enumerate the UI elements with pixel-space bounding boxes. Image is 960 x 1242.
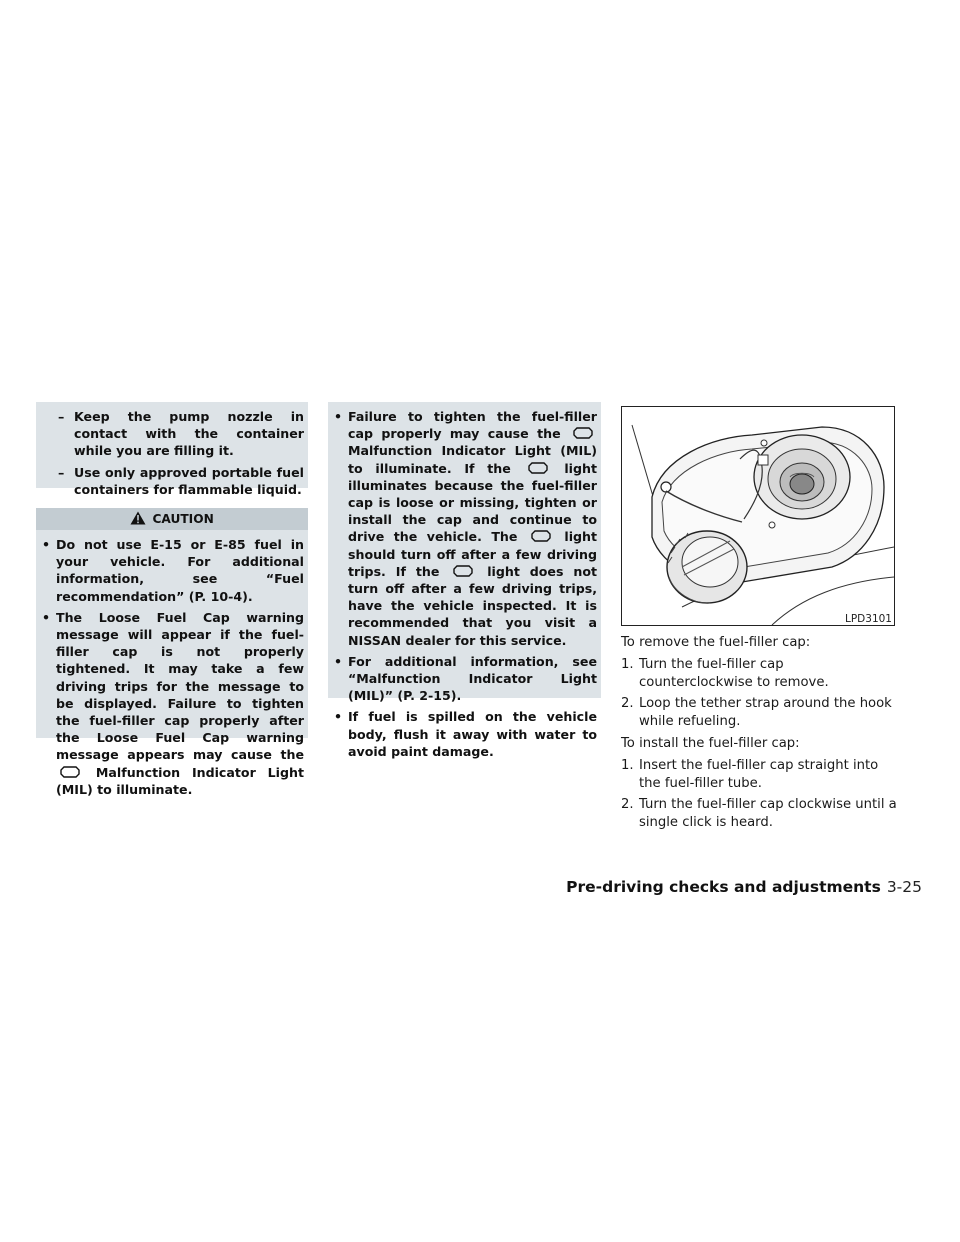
dash-item-text: Use only approved portable fuel containers for flammable liquid. (74, 464, 304, 497)
figure-label: LPD3101 (845, 613, 892, 625)
caution-header (36, 508, 308, 530)
caution-bullet-text-cont: Malfunction Indicator Light (MIL) to illuminate. If the (348, 443, 597, 476)
step-text: Turn the fuel-filler cap counterclockwise to remove. (639, 656, 829, 690)
section-title: Pre-driving checks and adjustments (566, 878, 881, 896)
caution-bullet-text-cont: light does not turn off after a few driving trips, have the vehicle inspected. It is recommended that you visit a NISSAN dealer for this service. (348, 563, 598, 648)
malfunction-indicator-icon (571, 427, 595, 439)
bullet-marker: • (334, 409, 343, 424)
caution-bullet (328, 408, 597, 649)
remove-step (621, 656, 897, 692)
fuel-filler-illustration (622, 407, 894, 625)
dash-item (36, 408, 304, 460)
malfunction-indicator-icon (526, 462, 550, 474)
caution-title (36, 510, 308, 528)
dash-marker: – (58, 464, 65, 480)
step-text: Loop the tether strap around the hook while refueling. (639, 696, 892, 730)
dash-item (36, 464, 304, 498)
caution-bullet-text: The Loose Fuel Cap warning message will appear if the fuel-filler cap is not properly tightened. It may take a few driving trips for the message to be displayed. Failure to tighten the fuel-filler cap properly after the Loose Fuel Cap warning message appears may cause the (56, 609, 304, 763)
step-number: 2. (621, 797, 634, 813)
remove-heading: To remove the fuel-filler cap: (621, 635, 811, 650)
install-heading: To install the fuel-filler cap: (621, 735, 800, 751)
caution-box-left (36, 530, 308, 797)
dash-item-text: Keep the pump nozzle in contact with the container while you are filling it. (74, 409, 304, 459)
caution-bullet (328, 653, 597, 705)
step-number: 1. (621, 757, 634, 773)
caution-bullet-text: If fuel is spilled on the vehicle body, flush it away with water to avoid paint damage. (348, 709, 597, 759)
caution-title-text: CAUTION (152, 512, 214, 526)
step-text: Insert the fuel-filler cap straight into the fuel-filler tube. (639, 757, 879, 791)
malfunction-indicator-icon (451, 565, 475, 577)
step-number: 1. (621, 656, 634, 672)
caution-box-middle (328, 402, 601, 759)
page-footer (566, 878, 922, 896)
fuel-cap-figure (621, 406, 895, 626)
caution-bullet-text-cont: light illuminates because the fuel-filler cap is loose or missing, tighten or install the cap and continue to drive the vehicle. The (348, 460, 597, 545)
step-number: 2. (621, 696, 634, 712)
caution-bullet-text-cont: light should turn off after a few driving trips. If the (348, 529, 598, 579)
dash-list-box (36, 402, 308, 497)
install-step (621, 757, 897, 793)
caution-bullet-text: For additional information, see “Malfunction Indicator Light (MIL)” (P. 2-15). (348, 653, 597, 704)
caution-bullet (36, 536, 304, 605)
caution-bullet-text: Failure to tighten the fuel-filler cap properly may cause the (348, 409, 597, 442)
install-step (621, 796, 897, 832)
caution-bullet-text-cont: Malfunction Indicator Light (MIL) to illuminate. (56, 764, 304, 797)
remove-step (621, 695, 897, 731)
step-text: Turn the fuel-filler cap clockwise until a single click is heard. (639, 797, 897, 831)
malfunction-indicator-icon (529, 530, 553, 542)
bullet-marker: • (334, 653, 343, 669)
caution-bullet-text: Do not use E-15 or E-85 fuel in your vehicle. For additional information, see “Fuel recommendation” (P. 10-4). (56, 537, 304, 604)
bullet-marker: • (334, 709, 343, 725)
caution-bullet (36, 609, 304, 798)
page-number: 3-25 (886, 878, 922, 896)
warning-triangle-icon (130, 511, 146, 525)
right-column-text (621, 634, 897, 832)
bullet-marker: • (42, 537, 51, 552)
malfunction-indicator-icon (58, 766, 82, 778)
bullet-marker: • (42, 609, 51, 625)
caution-bullet (328, 708, 597, 760)
dash-marker: – (58, 409, 65, 424)
